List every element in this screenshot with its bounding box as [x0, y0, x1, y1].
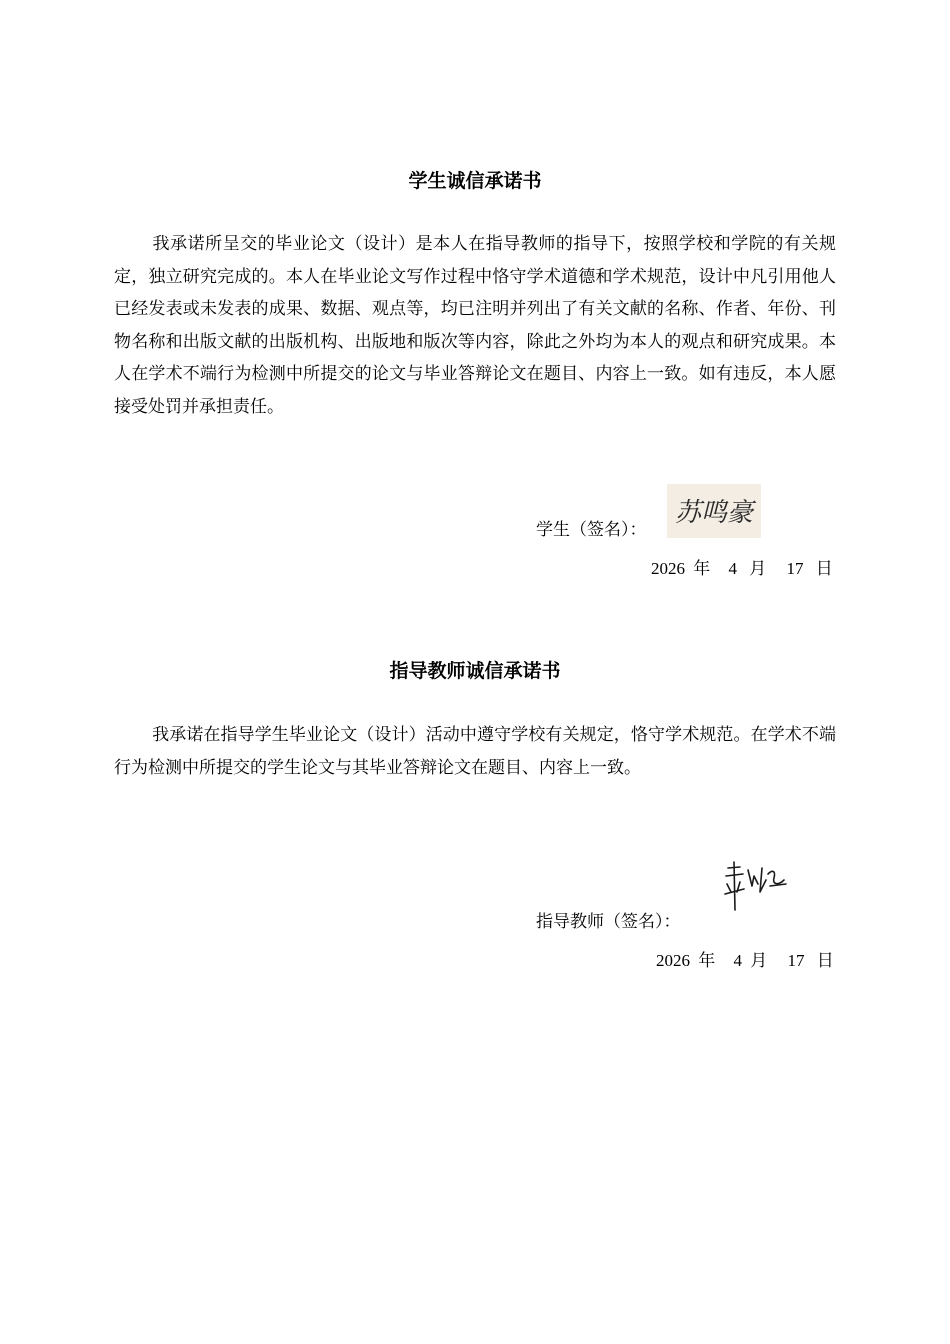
advisor-signature-label: 指导教师（签名）： — [536, 912, 681, 932]
advisor-date-day: 17 — [787, 951, 805, 970]
student-date-day: 17 — [786, 559, 804, 578]
advisor-date-month-unit: 月 — [750, 951, 768, 970]
student-commitment-body — [114, 228, 836, 423]
student-signature-text: 苏鸣豪 — [674, 498, 754, 528]
student-date-month-unit: 月 — [749, 559, 767, 578]
advisor-signature-image — [718, 856, 792, 914]
advisor-date-month: 4 — [733, 951, 742, 970]
advisor-date-year: 2026 — [656, 951, 690, 970]
advisor-date — [656, 950, 834, 972]
advisor-commitment-body — [114, 719, 836, 784]
student-date — [651, 558, 833, 580]
student-commitment-title: 学生诚信承诺书 — [408, 170, 542, 192]
student-date-day-unit: 日 — [815, 559, 833, 578]
advisor-commitment-text: 我承诺在指导学生毕业论文（设计）活动中遵守学校有关规定，恪守学术规范。在学术不端行为检测中所提交的学生论文与其毕业答辩论文在题目、内容上一致。 — [114, 725, 836, 778]
student-signature-label: 学生（签名）： — [536, 520, 647, 540]
advisor-date-year-unit: 年 — [698, 951, 716, 970]
student-date-year: 2026 — [651, 559, 685, 578]
student-signature-image — [667, 484, 761, 538]
advisor-commitment-title: 指导教师诚信承诺书 — [389, 660, 561, 682]
student-date-year-unit: 年 — [693, 559, 711, 578]
advisor-date-day-unit: 日 — [816, 951, 834, 970]
student-commitment-text: 我承诺所呈交的毕业论文（设计）是本人在指导教师的指导下，按照学校和学院的有关规定，独立研究完成的。本人在毕业论文写作过程中恪守学术道德和学术规范，设计中凡引用他人已经发表或未发表的成果、数据、观点等，均已注明并列出了有关文献的名称、作者、年份、刊物名称和出版文献的出版机构、出版地和版次等内容，除此之外均为本人的观点和研究成果。本人在学术不端行为检测中所提交的论文与毕业答辩论文在题目、内容上一致。如有违反，本人愿接受处罚并承担责任。 — [114, 234, 836, 417]
student-date-month: 4 — [728, 559, 737, 578]
